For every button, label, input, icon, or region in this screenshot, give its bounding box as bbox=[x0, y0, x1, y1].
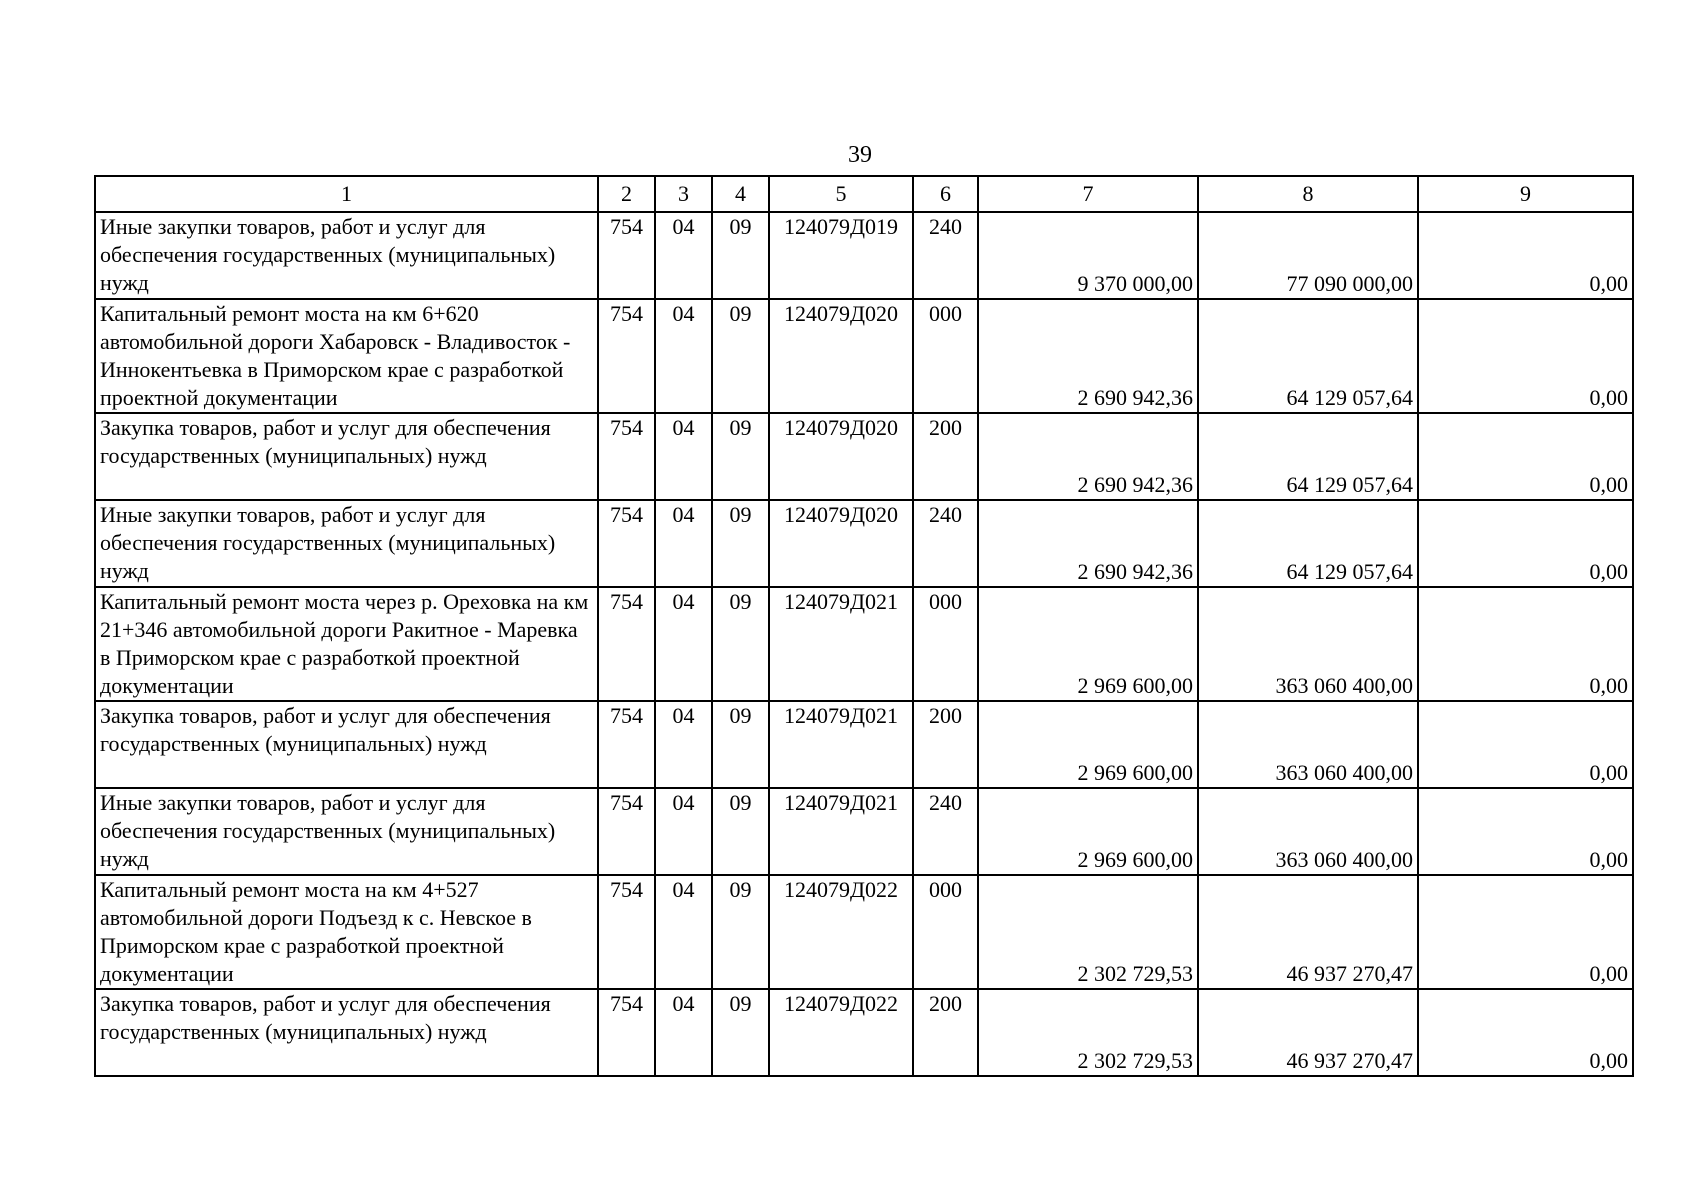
target-item-code: 124079Д020 bbox=[769, 299, 913, 413]
row-description: Иные закупки товаров, работ и услуг для обеспечения государственных (муниципальных) нужд bbox=[95, 500, 598, 587]
amount-col9: 0,00 bbox=[1418, 788, 1633, 875]
amount-col8: 363 060 400,00 bbox=[1198, 788, 1418, 875]
target-item-code: 124079Д021 bbox=[769, 701, 913, 788]
section-code: 04 bbox=[655, 299, 712, 413]
amount-col9: 0,00 bbox=[1418, 212, 1633, 299]
expense-type-code: 000 bbox=[913, 299, 978, 413]
subsection-code: 09 bbox=[712, 701, 769, 788]
amount-col8: 363 060 400,00 bbox=[1198, 587, 1418, 701]
amount-col9: 0,00 bbox=[1418, 701, 1633, 788]
table-row bbox=[95, 500, 1633, 587]
amount-col8: 64 129 057,64 bbox=[1198, 413, 1418, 500]
subsection-code: 09 bbox=[712, 212, 769, 299]
ministry-code: 754 bbox=[598, 788, 655, 875]
table-row bbox=[95, 212, 1633, 299]
expense-type-code: 240 bbox=[913, 212, 978, 299]
ministry-code: 754 bbox=[598, 875, 655, 989]
subsection-code: 09 bbox=[712, 587, 769, 701]
table-row bbox=[95, 989, 1633, 1076]
section-code: 04 bbox=[655, 212, 712, 299]
expense-type-code: 200 bbox=[913, 701, 978, 788]
column-header-5: 5 bbox=[769, 176, 913, 212]
subsection-code: 09 bbox=[712, 875, 769, 989]
target-item-code: 124079Д019 bbox=[769, 212, 913, 299]
target-item-code: 124079Д021 bbox=[769, 587, 913, 701]
subsection-code: 09 bbox=[712, 299, 769, 413]
amount-col9: 0,00 bbox=[1418, 413, 1633, 500]
ministry-code: 754 bbox=[598, 500, 655, 587]
expense-type-code: 200 bbox=[913, 989, 978, 1076]
table-row bbox=[95, 788, 1633, 875]
row-description: Закупка товаров, работ и услуг для обеспечения государственных (муниципальных) нужд bbox=[95, 701, 598, 788]
budget-table bbox=[94, 175, 1634, 1077]
amount-col9: 0,00 bbox=[1418, 989, 1633, 1076]
column-header-2: 2 bbox=[598, 176, 655, 212]
expense-type-code: 000 bbox=[913, 587, 978, 701]
amount-col8: 46 937 270,47 bbox=[1198, 989, 1418, 1076]
table-row bbox=[95, 413, 1633, 500]
section-code: 04 bbox=[655, 989, 712, 1076]
row-description: Капитальный ремонт моста на км 4+527 автомобильной дороги Подъезд к с. Невское в Приморском крае с разработкой проектной документации bbox=[95, 875, 598, 989]
row-description: Капитальный ремонт моста через р. Ореховка на км 21+346 автомобильной дороги Ракитное - Маревка в Приморском крае с разработкой проектной документации bbox=[95, 587, 598, 701]
amount-col7: 9 370 000,00 bbox=[978, 212, 1198, 299]
ministry-code: 754 bbox=[598, 299, 655, 413]
row-description: Закупка товаров, работ и услуг для обеспечения государственных (муниципальных) нужд bbox=[95, 989, 598, 1076]
amount-col7: 2 690 942,36 bbox=[978, 413, 1198, 500]
table-row bbox=[95, 299, 1633, 413]
page-number: 39 bbox=[848, 142, 872, 168]
column-header-3: 3 bbox=[655, 176, 712, 212]
row-description: Капитальный ремонт моста на км 6+620 автомобильной дороги Хабаровск - Владивосток - Иннокентьевка в Приморском крае с разработкой проектной документации bbox=[95, 299, 598, 413]
amount-col7: 2 690 942,36 bbox=[978, 500, 1198, 587]
expense-type-code: 200 bbox=[913, 413, 978, 500]
amount-col7: 2 690 942,36 bbox=[978, 299, 1198, 413]
section-code: 04 bbox=[655, 587, 712, 701]
expense-type-code: 240 bbox=[913, 500, 978, 587]
amount-col9: 0,00 bbox=[1418, 587, 1633, 701]
section-code: 04 bbox=[655, 413, 712, 500]
column-header-1: 1 bbox=[95, 176, 598, 212]
amount-col7: 2 969 600,00 bbox=[978, 587, 1198, 701]
amount-col7: 2 302 729,53 bbox=[978, 875, 1198, 989]
column-header-9: 9 bbox=[1418, 176, 1633, 212]
column-header-8: 8 bbox=[1198, 176, 1418, 212]
target-item-code: 124079Д021 bbox=[769, 788, 913, 875]
expense-type-code: 240 bbox=[913, 788, 978, 875]
expense-type-code: 000 bbox=[913, 875, 978, 989]
amount-col8: 77 090 000,00 bbox=[1198, 212, 1418, 299]
amount-col8: 64 129 057,64 bbox=[1198, 299, 1418, 413]
amount-col7: 2 969 600,00 bbox=[978, 701, 1198, 788]
amount-col9: 0,00 bbox=[1418, 875, 1633, 989]
amount-col7: 2 969 600,00 bbox=[978, 788, 1198, 875]
table-row bbox=[95, 875, 1633, 989]
column-header-6: 6 bbox=[913, 176, 978, 212]
section-code: 04 bbox=[655, 500, 712, 587]
ministry-code: 754 bbox=[598, 212, 655, 299]
subsection-code: 09 bbox=[712, 413, 769, 500]
section-code: 04 bbox=[655, 788, 712, 875]
ministry-code: 754 bbox=[598, 413, 655, 500]
row-description: Закупка товаров, работ и услуг для обеспечения государственных (муниципальных) нужд bbox=[95, 413, 598, 500]
amount-col8: 46 937 270,47 bbox=[1198, 875, 1418, 989]
ministry-code: 754 bbox=[598, 701, 655, 788]
target-item-code: 124079Д020 bbox=[769, 500, 913, 587]
amount-col7: 2 302 729,53 bbox=[978, 989, 1198, 1076]
subsection-code: 09 bbox=[712, 788, 769, 875]
row-description: Иные закупки товаров, работ и услуг для обеспечения государственных (муниципальных) нужд bbox=[95, 788, 598, 875]
subsection-code: 09 bbox=[712, 500, 769, 587]
column-header-7: 7 bbox=[978, 176, 1198, 212]
ministry-code: 754 bbox=[598, 587, 655, 701]
amount-col8: 64 129 057,64 bbox=[1198, 500, 1418, 587]
table-row bbox=[95, 587, 1633, 701]
row-description: Иные закупки товаров, работ и услуг для обеспечения государственных (муниципальных) нужд bbox=[95, 212, 598, 299]
ministry-code: 754 bbox=[598, 989, 655, 1076]
target-item-code: 124079Д022 bbox=[769, 875, 913, 989]
amount-col9: 0,00 bbox=[1418, 500, 1633, 587]
header-row bbox=[95, 176, 1633, 212]
subsection-code: 09 bbox=[712, 989, 769, 1076]
target-item-code: 124079Д022 bbox=[769, 989, 913, 1076]
table-row bbox=[95, 701, 1633, 788]
amount-col8: 363 060 400,00 bbox=[1198, 701, 1418, 788]
target-item-code: 124079Д020 bbox=[769, 413, 913, 500]
section-code: 04 bbox=[655, 875, 712, 989]
column-header-4: 4 bbox=[712, 176, 769, 212]
amount-col9: 0,00 bbox=[1418, 299, 1633, 413]
section-code: 04 bbox=[655, 701, 712, 788]
